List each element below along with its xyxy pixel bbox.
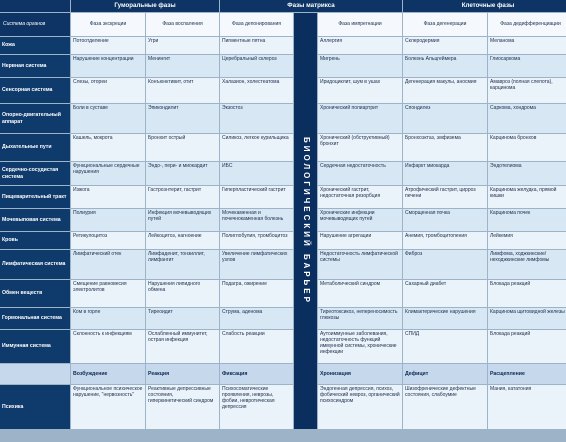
table-cell: Менингит — [146, 55, 219, 77]
table-cell: Аутоиммунные заболевания, недостаточность функций иммунной системы, хронические инфекции — [318, 330, 402, 363]
table-cell: Атрофический гастрит, цирроз печени — [403, 186, 487, 208]
table-cell: Бронхит острый — [146, 134, 219, 161]
phase-header: Фаза импрегнации — [318, 13, 402, 36]
table-cell: Полиурия — [71, 209, 145, 231]
table-cell: Хронический гастрит, недостаточная резорбция — [318, 186, 402, 208]
table-cell: Струма, аденома — [220, 308, 293, 329]
table-cell: Иридоциклит, шум в ушах — [318, 78, 402, 103]
table-cell: Церебральный склероз — [220, 55, 293, 77]
table-cell: Ослабленный иммунитет, острая инфекция — [146, 330, 219, 363]
table-cell: Меланома — [488, 37, 566, 54]
corner-label: Система органов — [0, 13, 70, 36]
table-cell: Анемия, тромбоцитопения — [403, 232, 487, 249]
system-label: Кровь — [0, 232, 70, 249]
table-cell: Болезнь Альцгеймера — [403, 55, 487, 77]
table-cell: Хронические инфекции мочевыводящих путей — [318, 209, 402, 231]
table-cell: СПИД — [403, 330, 487, 363]
system-label: Лимфатическая система — [0, 250, 70, 279]
table-cell: Карцинома бронхов — [488, 134, 566, 161]
stage-label: Реакция — [146, 364, 219, 384]
table-cell: Эпикондилит — [146, 104, 219, 133]
table-cell: Нарушение агрегации — [318, 232, 402, 249]
table-cell: Полиглобулия, тромбоцитоз — [220, 232, 293, 249]
table-cell: Сахарный диабет — [403, 280, 487, 307]
table-cell: Психосоматические проявления, неврозы, фобии, невротическая депрессия — [220, 385, 293, 429]
table-cell: Реактивные депрессивные состояния, гиперкинетический синдром — [146, 385, 219, 429]
table-cell: Боли в суставе — [71, 104, 145, 133]
table-cell: Подагра, ожирение — [220, 280, 293, 307]
table-cell: Сердечная недостаточность — [318, 162, 402, 185]
table-cell: Тиреоидит — [146, 308, 219, 329]
table-cell: Мания, кататония — [488, 385, 566, 429]
table-cell: Мочекаменная и почечнокаменная болезнь — [220, 209, 293, 231]
table-cell: Ретикулоцитоз — [71, 232, 145, 249]
table-cell: Хронический (обструктивный) бронхит — [318, 134, 402, 161]
table-cell: Инфаркт миокарда — [403, 162, 487, 185]
table-cell: Метаболический синдром — [318, 280, 402, 307]
system-label: Сердечно-сосудистая система — [0, 162, 70, 185]
table-cell: Эндотелиома — [488, 162, 566, 185]
table-cell: Сморщенная почка — [403, 209, 487, 231]
table-cell: Потоотделение — [71, 37, 145, 54]
table-cell: Шизофренические дефектные состояния, слабоумие — [403, 385, 487, 429]
table-cell: Амавроз (полная слепота), карцинома — [488, 78, 566, 103]
subheader-blank — [0, 364, 70, 384]
table-cell: Гастроэнтерит, гастрит — [146, 186, 219, 208]
table-cell: Конъюнктивит, отит — [146, 78, 219, 103]
stage-label: Дефицит — [403, 364, 487, 384]
system-label: Иммунная система — [0, 330, 70, 363]
group-cellular: Клеточные фазы — [403, 0, 566, 12]
biological-barrier — [294, 13, 317, 429]
table-cell: Спондилез — [403, 104, 487, 133]
table-cell: Изжога — [71, 186, 145, 208]
table-cell: Лимфатический отек — [71, 250, 145, 279]
table-cell: ИБС — [220, 162, 293, 185]
table-cell: Лимфома, ходжкинские/неходжкинские лимфомы — [488, 250, 566, 279]
table-cell: Фиброз — [403, 250, 487, 279]
system-label: Мочевыповая система — [0, 209, 70, 231]
phase-header: Фаза дегенерации — [403, 13, 487, 36]
table-cell: Бронхоэктаз, эмфизема — [403, 134, 487, 161]
group-humoral: Гуморальные фазы — [71, 0, 219, 12]
table-cell: Глиосаркома — [488, 55, 566, 77]
table-cell: Лейкоцитоз, нагноение — [146, 232, 219, 249]
table-cell: Мигрень — [318, 55, 402, 77]
table-cell: Карцинома почек — [488, 209, 566, 231]
table-cell: Лимфаденит, тонзиллит, лимфангит — [146, 250, 219, 279]
table-cell: Функциональное психическое нарушение, "нервозность" — [71, 385, 145, 429]
table-cell: Халазион, холестеатома — [220, 78, 293, 103]
table-cell: Гиперпластический гастрит — [220, 186, 293, 208]
table-cell: Инфекция мочевыводящих путей — [146, 209, 219, 231]
system-label: Опорно-двигательный аппарат — [0, 104, 70, 133]
table-cell: Климактерические нарушения — [403, 308, 487, 329]
system-label: Психика — [0, 385, 70, 429]
system-label: Гормональная система — [0, 308, 70, 329]
table-cell: Недостаточность лимфатической системы — [318, 250, 402, 279]
phase-header: Фаза экскреции — [71, 13, 145, 36]
corner-blank — [0, 0, 70, 12]
table-cell: Саркома, хондрома — [488, 104, 566, 133]
table-cell: Ком в горле — [71, 308, 145, 329]
table-cell: Слабость реакции — [220, 330, 293, 363]
table-cell: Функциональные сердечные нарушения — [71, 162, 145, 185]
table-cell: Карцинома желудка, прямой кишки — [488, 186, 566, 208]
table-cell: Склонность к инфекциям — [71, 330, 145, 363]
phase-header: Фаза дедифференциации — [488, 13, 566, 36]
table-cell: Нарушение концентрации — [71, 55, 145, 77]
table-cell: Карцинома щитовидной железы — [488, 308, 566, 329]
table-cell: Эндогенная депрессия, психоз, фобический невроз, органический психосиндром — [318, 385, 402, 429]
barrier-label: БИОЛОГИЧЕСКИЙ БАРЬЕР — [301, 137, 311, 305]
table-cell: Аллергия — [318, 37, 402, 54]
table-cell: Нарушения липидного обмена — [146, 280, 219, 307]
stage-label: Хронизация — [318, 364, 402, 384]
system-label: Кожа — [0, 37, 70, 54]
table-cell: Угри — [146, 37, 219, 54]
table-cell: Увеличение лимфатических узлов — [220, 250, 293, 279]
system-label: Дыхательные пути — [0, 134, 70, 161]
system-label: Нервная система — [0, 55, 70, 77]
table-cell: Склеродермия — [403, 37, 487, 54]
stage-label: Расщепление — [488, 364, 566, 384]
table-cell: Силикоз, легкое курильщика — [220, 134, 293, 161]
table-cell: Хронический полиартрит — [318, 104, 402, 133]
table-cell: Блокада реакций — [488, 280, 566, 307]
phase-header: Фаза депонирования — [220, 13, 293, 36]
stage-label: Возбуждение — [71, 364, 145, 384]
table-cell: Экзостоз — [220, 104, 293, 133]
table-cell: Пигментные пятна — [220, 37, 293, 54]
phase-header: Фаза воспаления — [146, 13, 219, 36]
table-cell: Тиреотоксикоз, непереносимость глюкозы — [318, 308, 402, 329]
system-label: Пищеварительный тракт — [0, 186, 70, 208]
table-cell: Кашель, мокрота — [71, 134, 145, 161]
table-cell: Блокада реакций — [488, 330, 566, 363]
system-label: Сенсорная система — [0, 78, 70, 103]
table-cell: Дегенерация макулы, аносмия — [403, 78, 487, 103]
table-cell: Смещение равновесия электролитов — [71, 280, 145, 307]
table-cell: Эндо-, пери- и миокардит — [146, 162, 219, 185]
group-matrix: Фазы матрикса — [220, 0, 402, 12]
stage-label: Фиксация — [220, 364, 293, 384]
table-cell: Слезы, отореи — [71, 78, 145, 103]
table-cell: Лейкемия — [488, 232, 566, 249]
system-label: Обмен веществ — [0, 280, 70, 307]
